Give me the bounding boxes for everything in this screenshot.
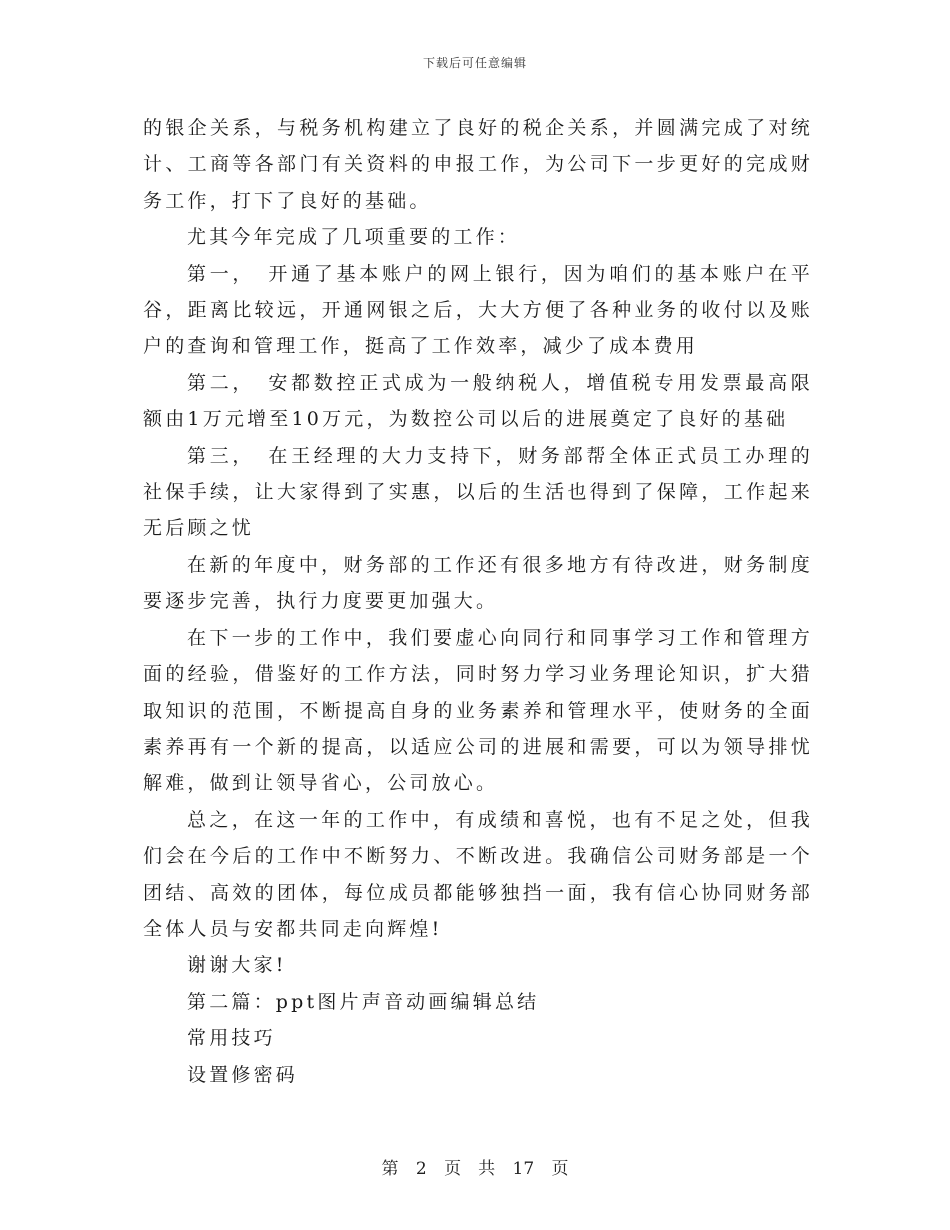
paragraph-intro-key-tasks: 尤其今年完成了几项重要的工作：: [187, 226, 521, 249]
footer-page-prefix: 第: [381, 1159, 399, 1179]
page-header-note: 下载后可任意编辑: [422, 56, 527, 70]
paragraph-continuation: 的银企关系，与税务机构建立了良好的税企关系，并圆满完成了对统计、工商等各部门有关资料的申报工作，为公司下一步更好的完成财务工作，打下了良好的基础。: [143, 117, 813, 212]
section-heading-second-part: 第二篇：ppt图片声音动画编辑总结: [187, 990, 540, 1013]
document-body: [143, 110, 813, 1093]
subheading-common-tips: 常用技巧: [187, 1027, 276, 1050]
footer-page-mid: 页 共: [444, 1159, 496, 1179]
paragraph-task-second: 第二， 安都数控正式成为一般纳税人，增值税专用发票最高限额由1万元增至10万元，为数控公司以后的进展奠定了良好的基础: [143, 371, 813, 431]
paragraph-thanks: 谢谢大家!: [187, 954, 287, 977]
footer-page-total: 17: [512, 1159, 535, 1179]
paragraph-task-third: 第三， 在王经理的大力支持下，财务部帮全体正式员工办理的社保手续，让大家得到了实惠，以后的生活也得到了保障，工作起来无后顾之忧: [143, 444, 813, 540]
paragraph-new-year: 在新的年度中，财务部的工作还有很多地方有待改进，财务制度要逐步完善，执行力度要更加强大。: [143, 553, 813, 613]
footer-page-number: 2: [415, 1159, 427, 1179]
paragraph-next-step: 在下一步的工作中，我们要虚心向同行和同事学习工作和管理方面的经验，借鉴好的工作方法，同时努力学习业务理论知识，扩大猎取知识的范围，不断提高自身的业务素养和管理水平，使财务的全面素养再有一个新的提高，以适应公司的进展和需要，可以为领导排忧解难，做到让领导省心，公司放心。: [143, 626, 813, 795]
footer-page-suffix: 页: [551, 1159, 569, 1179]
paragraph-task-first: 第一， 开通了基本账户的网上银行，因为咱们的基本账户在平谷，距离比较远，开通网银之后，大大方便了各种业务的收付以及账户的查询和管理工作，挺高了工作效率，减少了成本费用: [143, 262, 813, 358]
paragraph-summary: 总之，在这一年的工作中，有成绩和喜悦，也有不足之处，但我们会在今后的工作中不断努力、不断改进。我确信公司财务部是一个团结、高效的团体，每位成员都能够独挡一面，我有信心协同财务部全体人员与安都共同走向辉煌!: [143, 808, 813, 940]
subheading-set-password: 设置修密码: [187, 1063, 299, 1086]
page-footer: [0, 1154, 950, 1179]
